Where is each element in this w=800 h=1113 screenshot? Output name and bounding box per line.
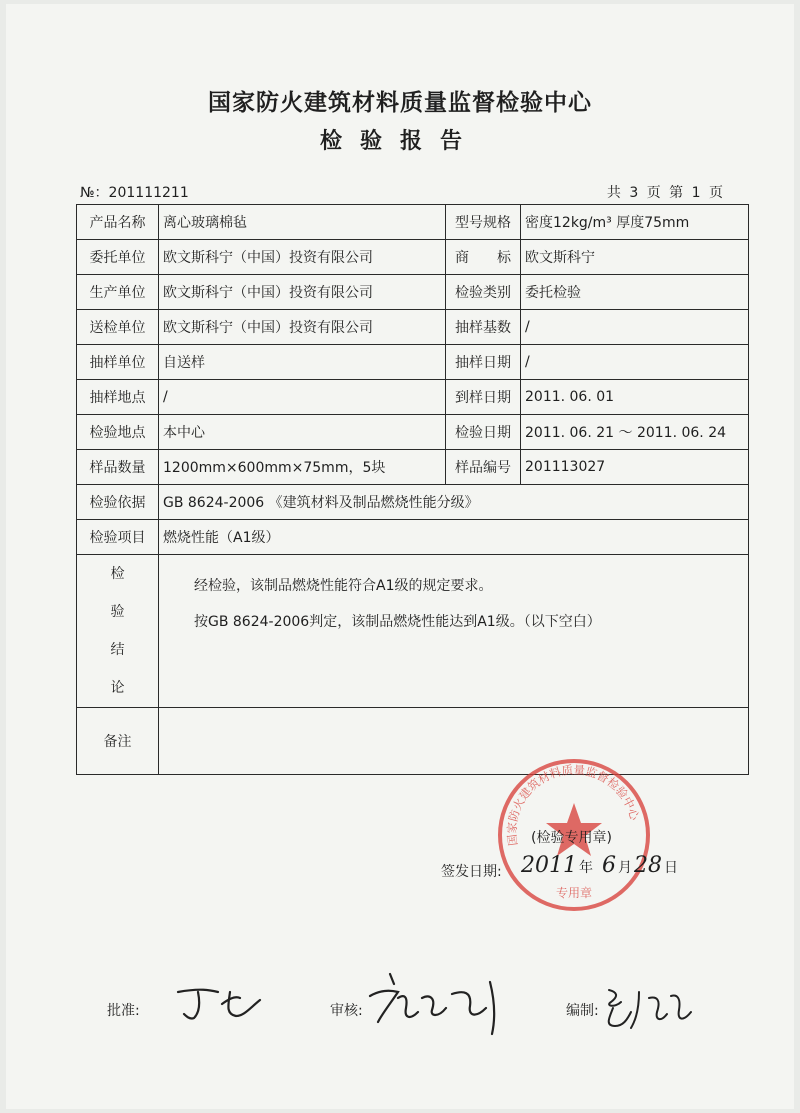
date-year-unit: 年 — [579, 860, 593, 876]
field-value: 委托检验 — [521, 275, 749, 310]
field-value: 2011. 06. 21 ～ 2011. 06. 24 — [521, 415, 749, 450]
field-value: 欧文斯科宁（中国）投资有限公司 — [159, 310, 446, 345]
field-value: / — [521, 310, 749, 345]
date-month-unit: 月 — [618, 860, 632, 876]
info-row — [77, 450, 749, 485]
info-row — [77, 345, 749, 380]
item-value: 燃烧性能（A1级） — [159, 520, 749, 555]
field-value: 欧文斯科宁（中国）投资有限公司 — [159, 275, 446, 310]
sign-date-label: 签发日期: — [441, 864, 502, 880]
conclusion-row — [77, 555, 749, 708]
field-value: 2011. 06. 01 — [521, 380, 749, 415]
item-row — [77, 520, 749, 555]
field-label: 到样日期 — [446, 380, 521, 415]
field-value: / — [159, 380, 446, 415]
field-label: 抽样日期 — [446, 345, 521, 380]
field-value: 欧文斯科宁 — [521, 240, 749, 275]
approver-signature — [170, 978, 270, 1028]
conclusion-label-char: 验 — [110, 604, 125, 620]
seal-text: 国家防火建筑材料质量监督检验中心 — [504, 762, 642, 847]
report-number: №：201111211 — [80, 185, 189, 201]
conclusion-text-2: 按GB 8624-2006判定，该制品燃烧性能达到A1级。（以下空白） — [194, 614, 601, 630]
field-value: / — [521, 345, 749, 380]
field-value: 1200mm×600mm×75mm，5块 — [159, 450, 446, 485]
info-row — [77, 240, 749, 275]
field-label: 样品数量 — [77, 450, 159, 485]
report-table — [76, 204, 749, 900]
field-label: 商 标 — [446, 240, 521, 275]
info-row — [77, 205, 749, 240]
conclusion-label-char: 检 — [110, 566, 125, 582]
field-value: 本中心 — [159, 415, 446, 450]
field-label: 型号规格 — [446, 205, 521, 240]
field-label: 样品编号 — [446, 450, 521, 485]
basis-value: GB 8624-2006 《建筑材料及制品燃烧性能分级》 — [159, 485, 749, 520]
basis-row — [77, 485, 749, 520]
stamp-note: (检验专用章) — [531, 830, 612, 846]
field-label: 检验类别 — [446, 275, 521, 310]
field-label: 产品名称 — [77, 205, 159, 240]
conclusion-body — [159, 555, 749, 900]
field-value: 欧文斯科宁（中国）投资有限公司 — [159, 240, 446, 275]
date-year: 2011 — [521, 853, 577, 878]
reviewer-signature — [360, 968, 520, 1038]
field-label: 抽样基数 — [446, 310, 521, 345]
date-day-unit: 日 — [664, 860, 678, 876]
field-label: 检验日期 — [446, 415, 521, 450]
approve-label: 批准: — [107, 1003, 140, 1019]
info-row — [77, 415, 749, 450]
field-value: 自送样 — [159, 345, 446, 380]
info-row — [77, 310, 749, 345]
field-label: 抽样地点 — [77, 380, 159, 415]
info-row — [77, 275, 749, 310]
sign-date — [521, 853, 680, 878]
field-label: 送检单位 — [77, 310, 159, 345]
field-value: 离心玻璃棉毡 — [159, 205, 446, 240]
compile-label: 编制: — [566, 1003, 599, 1019]
conclusion-text-1: 经检验，该制品燃烧性能符合A1级的规定要求。 — [194, 578, 493, 594]
field-value: 密度12kg/m³ 厚度75mm — [521, 205, 749, 240]
seal-bottom-text: 专用章 — [555, 886, 593, 900]
date-month: 6 — [602, 853, 616, 878]
info-row — [77, 380, 749, 415]
date-day: 28 — [634, 853, 662, 878]
field-label: 抽样单位 — [77, 345, 159, 380]
field-value: 201113027 — [521, 450, 749, 485]
compiler-signature — [595, 982, 695, 1032]
item-label: 检验项目 — [77, 520, 159, 555]
report-title: 检验报告 — [319, 129, 480, 154]
conclusion-label — [77, 555, 159, 708]
review-label: 审核: — [330, 1003, 363, 1019]
page-count: 共 3 页 第 1 页 — [606, 185, 725, 201]
org-title: 国家防火建筑材料质量监督检验中心 — [208, 90, 592, 116]
remarks-label: 备注 — [77, 708, 159, 775]
conclusion-label-char: 结 — [110, 642, 125, 658]
conclusion-label-char: 论 — [110, 680, 125, 696]
remarks-value — [159, 708, 749, 775]
field-label: 委托单位 — [77, 240, 159, 275]
field-label: 生产单位 — [77, 275, 159, 310]
field-label: 检验地点 — [77, 415, 159, 450]
basis-label: 检验依据 — [77, 485, 159, 520]
